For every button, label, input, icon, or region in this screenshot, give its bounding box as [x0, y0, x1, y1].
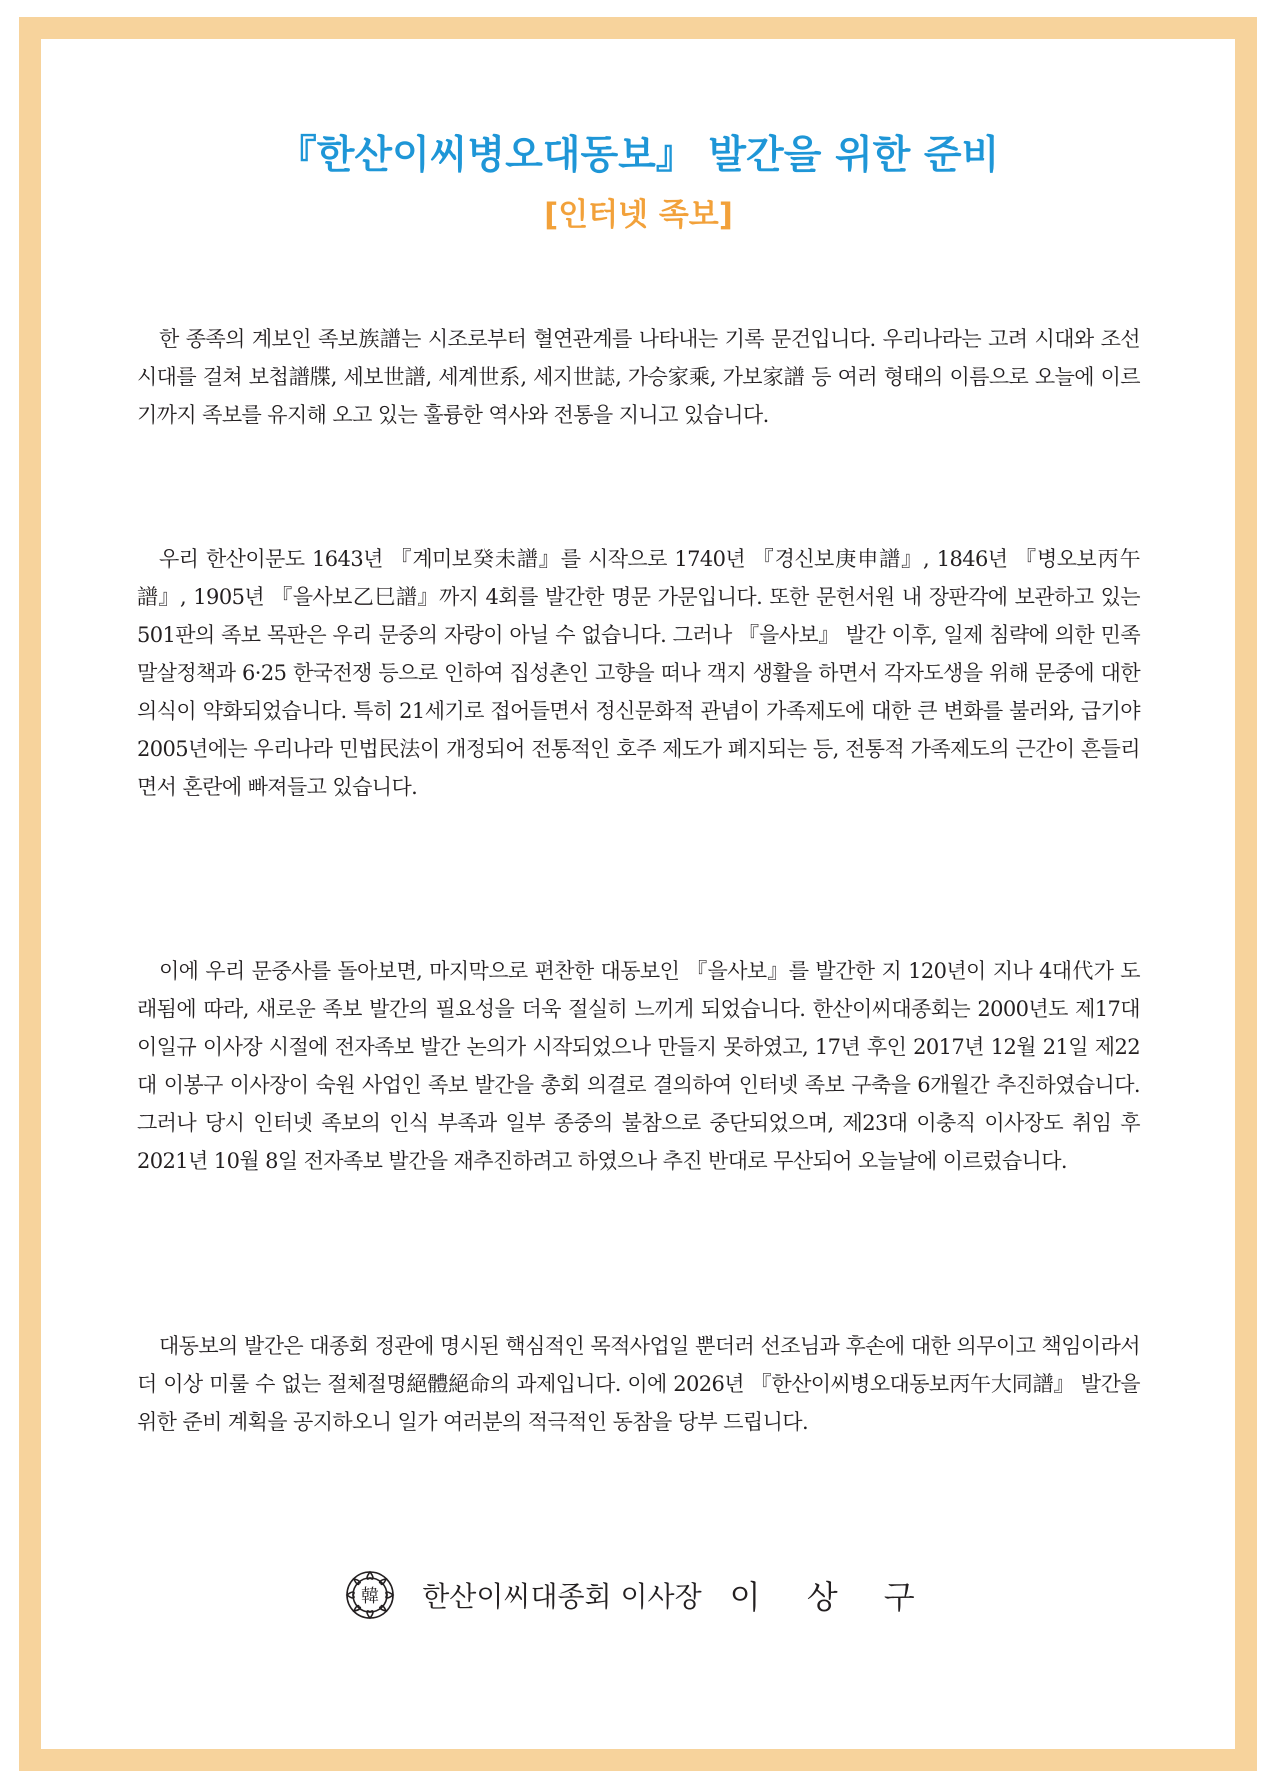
paragraph-2: 우리 한산이문도 1643년 『계미보癸未譜』를 시작으로 1740년 『경신보庚申譜』, 1846년 『병오보丙午譜』, 1905년 『을사보乙巳譜』까지 4회를 발간한 명문 가문입니다. 또한 문헌서원 내 장판각에 보관하고 있는 501판의 족보 목판은 우리 문중의 자랑이 아닐 수 없습니다. 그러나 『을사보』 발간 이후, 일제 침략에 의한 민족말살정책과 6·25 한국전쟁 등으로 인하여 집성촌인 고향을 떠나 객지 생활을 하면서 각자도생을 위해 문중에 대한 의식이 약화되었습니다. 특히 21세기로 접어들면서 정신문화적 관념이 가족제도에 대한 큰 변화를 불러와, 급기야 2005년에는 우리나라 민법民法이 개정되어 전통적인 호주 제도가 폐지되는 등, 전통적 가족제도의 근간이 흔들리면서 혼란에 빠져들고 있습니다.: [137, 547, 1140, 799]
document-subtitle: [인터넷 족보]: [544, 197, 733, 233]
clan-seal-icon: [344, 1569, 396, 1621]
page-border: [19, 17, 1257, 1771]
paragraph-4: 대동보의 발간은 대종회 정관에 명시된 핵심적인 목적사업일 뿐더러 선조님과 후손에 대한 의무이고 책임이라서 더 이상 미룰 수 없는 절체절명絕體絕命의 과제입니다. 이에 2026년 『한산이씨병오대동보丙午大同譜』 발간을 위한 준비 계획을 공지하오니 일가 여러분의 적극적인 동참을 당부 드립니다.: [137, 1334, 1140, 1434]
seal-text: 韓: [361, 1586, 380, 1607]
paragraph-3: 이에 우리 문중사를 돌아보면, 마지막으로 편찬한 대동보인 『을사보』를 발간한 지 120년이 지나 4대代가 도래됨에 따라, 새로운 족보 발간의 필요성을 더욱 절실히 느끼게 되었습니다. 한산이씨대종회는 2000년도 제17대 이일규 이사장 시절에 전자족보 발간 논의가 시작되었으나 만들지 못하였고, 17년 후인 2017년 12월 21일 제22대 이봉구 이사장이 숙원 사업인 족보 발간을 총회 의결로 결의하여 인터넷 족보 구축을 6개월간 추진하였습니다. 그러나 당시 인터넷 족보의 인식 부족과 일부 종중의 불참으로 중단되었으며, 제23대 이충직 이사장도 취임 후 2021년 10월 8일 전자족보 발간을 재추진하려고 하였으나 추진 반대로 무산되어 오늘날에 이르렀습니다.: [137, 959, 1140, 1173]
signature-block: [137, 1565, 1140, 1625]
paragraph-1: 한 종족의 계보인 족보族譜는 시조로부터 혈연관계를 나타내는 기록 문건입니다. 우리나라는 고려 시대와 조선 시대를 걸쳐 보첩譜牒, 세보世譜, 세계世系, 세지世誌, 가승家乘, 가보家譜 등 여러 형태의 이름으로 오늘에 이르기까지 족보를 유지해 오고 있는 훌륭한 역사와 전통을 지니고 있습니다.: [137, 327, 1140, 427]
document-title: 『한산이씨병오대동보』 발간을 위한 준비: [277, 133, 1000, 178]
signature-organization: 한산이씨대종회 이사장: [422, 1580, 702, 1613]
signature-name: 이 상 구: [729, 1578, 933, 1616]
